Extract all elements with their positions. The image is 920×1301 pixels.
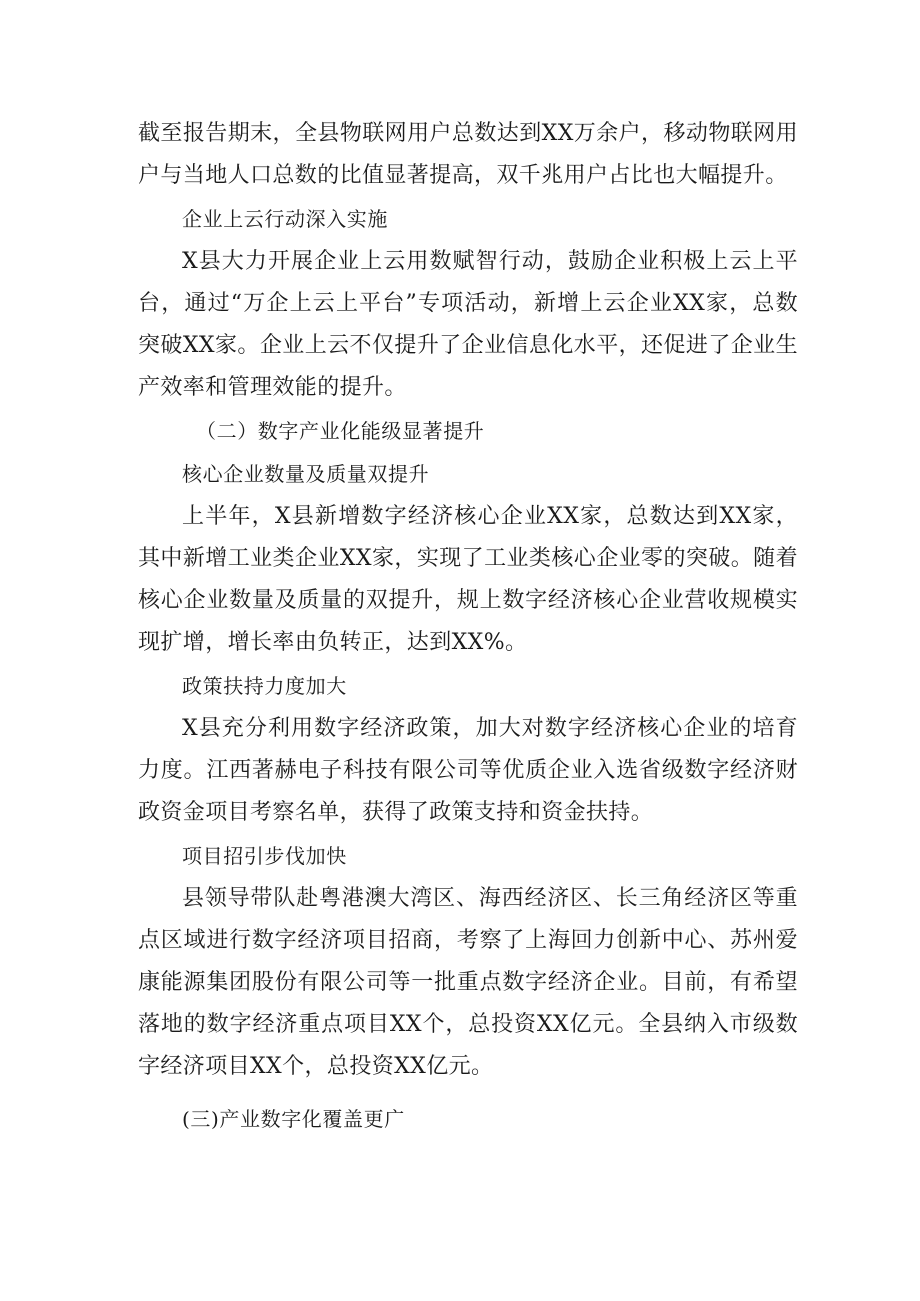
paragraph-project-attraction: 县领导带队赴粤港澳大湾区、海西经济区、长三角经济区等重点区域进行数字经济项目招商，考察了上海回力创新中心、苏州爱康能源集团股份有限公司等一批重点数字经济企业。目前，有希望落地的数字经济重点项目XX个，总投资XX亿元。全县纳入市级数字经济项目XX个，总投资XX亿元。 xyxy=(138,886,798,1079)
subheading-project-attraction: 项目招引步伐加快 xyxy=(182,844,347,868)
paragraph-core-enterprises: 上半年，X县新增数字经济核心企业XX家，总数达到XX家，其中新增工业类企业XX家，实现了工业类核心企业零的突破。随着核心企业数量及质量的双提升，规上数字经济核心企业营收规模实现扩增，增长率由负转正，达到XX%。 xyxy=(138,504,798,655)
section-heading-industrial-digitalization: (三)产业数字化覆盖更广 xyxy=(182,1107,405,1131)
document-body xyxy=(138,113,798,1141)
paragraph-iot-users: 截至报告期末，全县物联网用户总数达到XX万余户，移动物联网用户与当地人口总数的比值显著提高，双千兆用户占比也大幅提升。 xyxy=(138,121,798,188)
subheading-enterprise-cloud: 企业上云行动深入实施 xyxy=(182,207,388,231)
paragraph-enterprise-cloud: X县大力开展企业上云用数赋智行动，鼓励企业积极上云上平台，通过“万企上云上平台”专项活动，新增上云企业XX家，总数突破XX家。企业上云不仅提升了企业信息化水平，还促进了企业生产效率和管理效能的提升。 xyxy=(138,249,798,400)
subheading-core-enterprises: 核心企业数量及质量双提升 xyxy=(182,462,430,486)
subheading-policy-support: 政策扶持力度加大 xyxy=(182,674,347,698)
section-heading-digital-industrialization: （二）数字产业化能级显著提升 xyxy=(196,419,485,443)
paragraph-policy-support: X县充分利用数字经济政策，加大对数字经济核心企业的培育力度。江西著赫电子科技有限公司等优质企业入选省级数字经济财政资金项目考察名单，获得了政策支持和资金扶持。 xyxy=(138,716,798,825)
